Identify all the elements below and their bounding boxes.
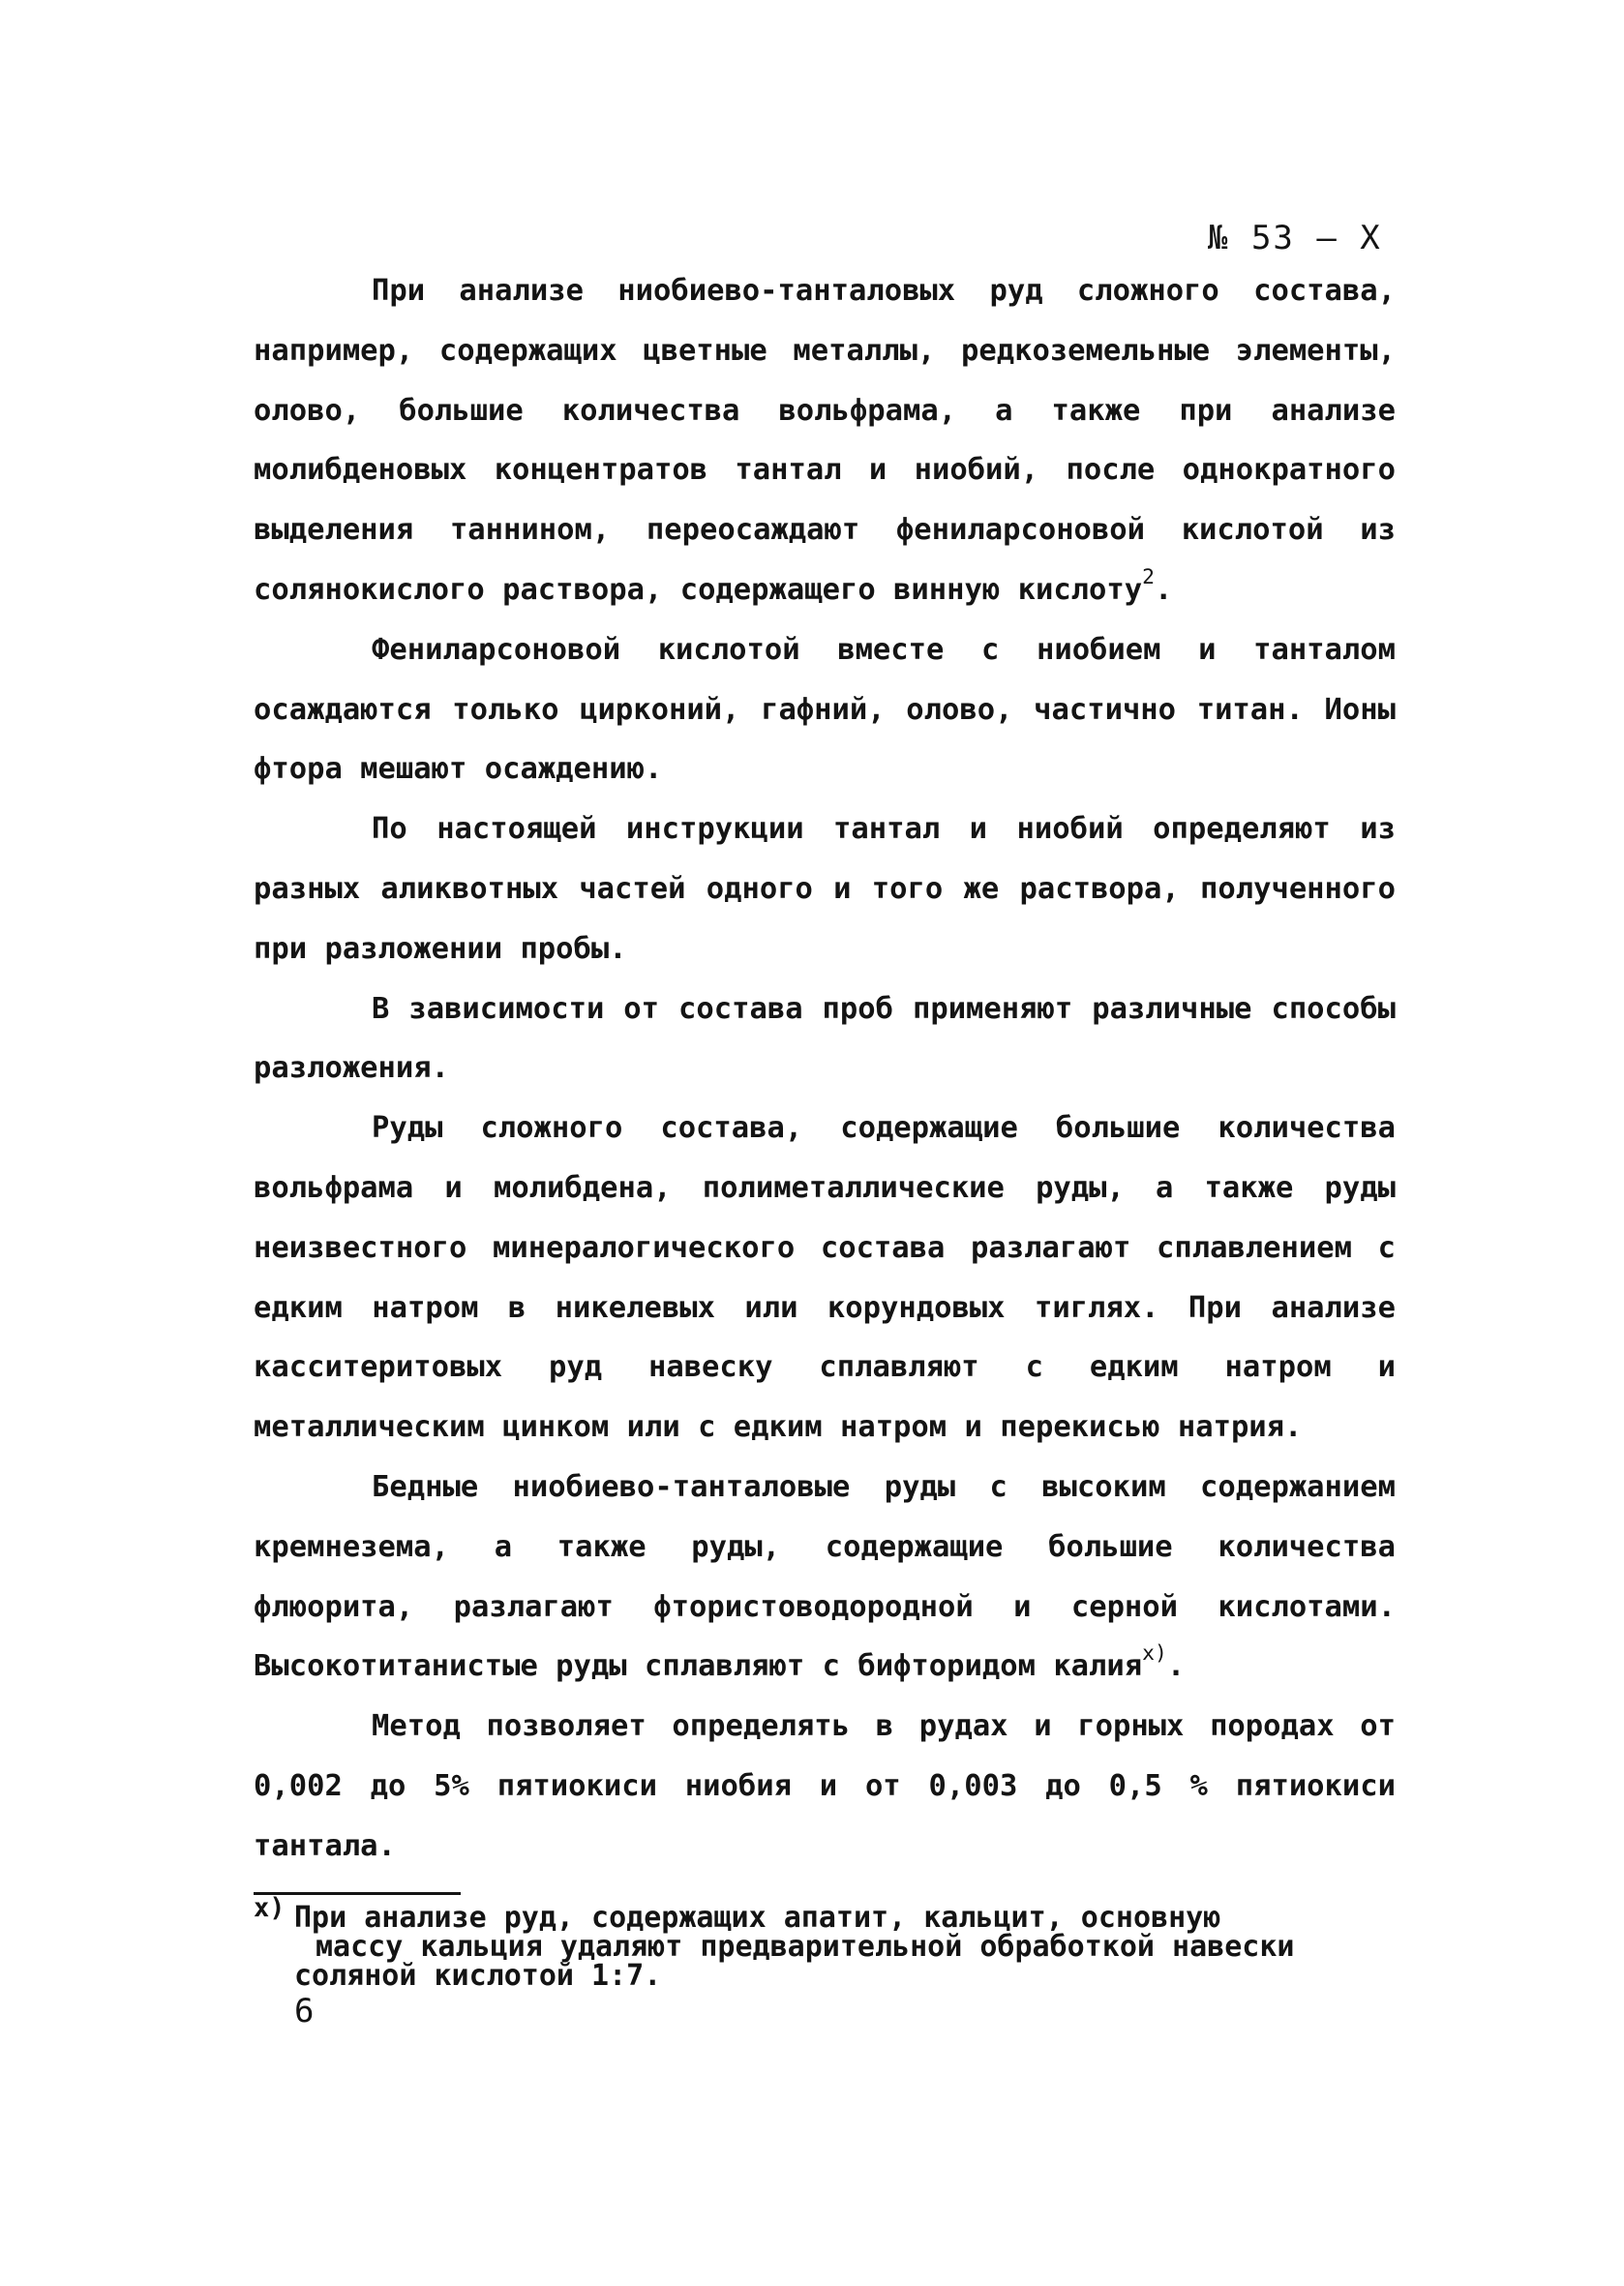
paragraph: По настоящей инструкции тантал и ниобий определяют из разных аликвотных частей одного и того же раствора, полученного при разложении пробы. <box>254 812 1396 966</box>
footnote-mark: x) <box>254 1893 286 1923</box>
paragraph: Бедные ниобиево-танталовые руды с высоким содержанием кремнезема, а также руды, содержащие большие количества флюорита, разлагают фтористоводородной и серной кислотами. Высокотитанистые руды сплавляют с бифторидом калия$^{x)}$. <box>254 1469 1396 1684</box>
paragraph: При анализе ниобиево-танталовых руд сложного состава, например, содержащих цветные металлы, редкоземельные элементы, олово, большие количества вольфрама, а также при анализе молибденовых концентратов тантал и ниобий, после однократного выделения таннином, переосаждают фениларсоновой кислотой из солянокислого раствора, содержащего винную кислоту$^2$. <box>254 274 1396 607</box>
footnote <box>294 1901 1359 1993</box>
paragraph: Фениларсоновой кислотой вместе с ниобием и танталом осаждаются только цирконий, гафний, олово, частично титан. Ионы фтора мешают осаждению. <box>254 632 1396 787</box>
reference-superscript: 2 <box>1142 564 1155 589</box>
footnote-line: массу кальция удаляют предварительной обработкой навески <box>316 1930 1295 1964</box>
paragraph: В зависимости от состава проб применяют различные способы разложения. <box>254 991 1396 1086</box>
paragraph: Руды сложного состава, содержащие большие количества вольфрама и молибдена, полиметаллические руды, а также руды неизвестного минералогического состава разлагают сплавлением с едким натром в никелевых или корундовых тиглях. При анализе касситеритовых руд навеску сплавляют с едким натром и металлическим цинком или с едким натром и перекисью натрия. <box>254 1111 1396 1445</box>
footnote-line: При анализе руд, содержащих апатит, кальцит, основную <box>294 1901 1221 1935</box>
document-number: № 53 – Х <box>1208 219 1382 257</box>
page-number: 6 <box>294 1992 315 2030</box>
paragraph: Метод позволяет определять в рудах и горных породах от 0,002 до 5% пятиокиси ниобия и от 0,003 до 0,5 % пятиокиси тантала. <box>254 1709 1396 1863</box>
footnote-line: соляной кислотой 1:7. <box>294 1959 662 1993</box>
body-text <box>254 261 1396 1877</box>
footnote-reference: x) <box>1142 1641 1167 1667</box>
